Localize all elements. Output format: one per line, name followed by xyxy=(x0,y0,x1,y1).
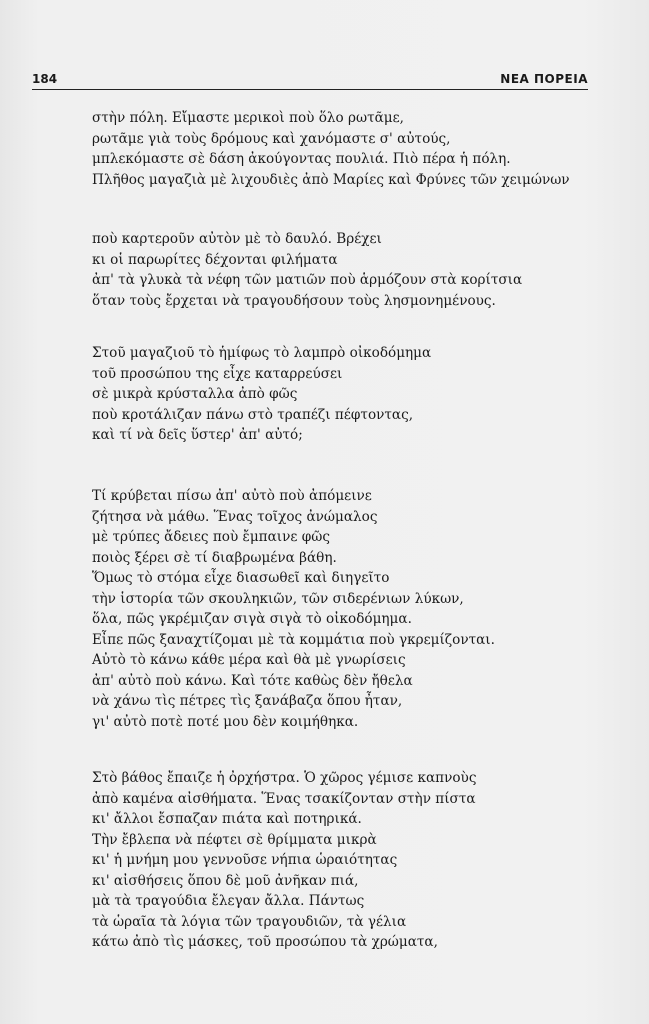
stanza xyxy=(92,768,476,953)
stanza xyxy=(92,229,522,311)
poem-line: Αὐτὸ τὸ κάνω κάθε μέρα καὶ θὰ μὲ γνωρίσεις xyxy=(92,652,406,668)
poem-line: τὴν ἱστορία τῶν σκουληκιῶν, τῶν σιδερένιων λύκων, xyxy=(92,590,464,607)
poem-line: μπλεκόμαστε σὲ δάση ἀκούγοντας πουλιά. Πιὸ πέρα ἡ πόλη. xyxy=(92,151,511,167)
stanza xyxy=(92,108,570,190)
poem-line: σὲ μικρὰ κρύσταλλα ἀπὸ φῶς xyxy=(92,386,298,402)
page-header xyxy=(32,70,588,90)
poem-line: κάτω ἀπὸ τὶς μάσκες, τοῦ προσώπου τὰ χρώματα, xyxy=(92,934,438,950)
poem-line: Εἶπε πῶς ξαναχτίζομαι μὲ τὰ κομμάτια ποὺ γκρεμίζονται. xyxy=(92,631,495,648)
poem-line: Τὴν ἔβλεπα νὰ πέφτει σὲ θρίμματα μικρὰ xyxy=(92,831,377,848)
poem-line: ποὺ κροτάλιζαν πάνω στὸ τραπέζι πέφτοντας, xyxy=(92,406,414,423)
poem-line: ἀπ' αὐτὸ ποὺ κάνω. Καὶ τότε καθὼς δὲν ἤθελα xyxy=(92,672,413,689)
poem-line: ἀπὸ καμένα αἰσθήματα. Ἕνας τσακίζονταν στὴν πίστα xyxy=(92,790,476,807)
poem-line: τὰ ὡραῖα τὰ λόγια τῶν τραγουδιῶν, τὰ γέλια xyxy=(92,913,407,930)
poem-line: ποιὸς ξέρει σὲ τί διαβρωμένα βάθη. xyxy=(92,549,337,566)
poem-line: γι' αὐτὸ ποτὲ ποτέ μου δὲν κοιμήθηκα. xyxy=(92,713,359,730)
poem-line: ὅταν τοὺς ἔρχεται νὰ τραγουδήσουν τοὺς λησμονημένους. xyxy=(92,292,496,309)
poem-line: Τί κρύβεται πίσω ἀπ' αὐτὸ ποὺ ἀπόμεινε xyxy=(92,488,372,504)
poem-line: καὶ τί νὰ δεῖς ὕστερ' ἀπ' αὐτό; xyxy=(92,427,303,443)
poem-line: ρωτᾶμε γιὰ τοὺς δρόμους καὶ χανόμαστε σ' αὐτούς, xyxy=(92,130,451,147)
poem-line: ζήτησα νὰ μάθω. Ἕνας τοῖχος ἀνώμαλος xyxy=(92,508,378,525)
poem-line: Στοῦ μαγαζιοῦ τὸ ἡμίφως τὸ λαμπρὸ οἰκοδόμημα xyxy=(92,345,432,361)
stanza xyxy=(92,343,431,446)
poem-line: ποὺ καρτεροῦν αὐτὸν μὲ τὸ δαυλό. Βρέχει xyxy=(92,231,382,247)
poem-line: ὅλα, πῶς γκρέμιζαν σιγὰ σιγὰ τὸ οἰκοδόμημα. xyxy=(92,611,412,627)
poem-line: ἀπ' τὰ γλυκὰ τὰ νέφη τῶν ματιῶν ποὺ ἁρμόζουν στὰ κορίτσια xyxy=(92,272,523,288)
poem-line: Πλῆθος μαγαζιὰ μὲ λιχουδιὲς ἀπὸ Μαρίες καὶ Φρύνες τῶν χειμώνων xyxy=(92,171,570,188)
poem-line: Στὸ βάθος ἔπαιζε ἡ ὀρχήστρα. Ὁ χῶρος γέμισε καπνοὺς xyxy=(92,770,477,786)
poem-line: νὰ χάνω τὶς πέτρες τὶς ξανάβαζα ὅπου ἦταν, xyxy=(92,693,403,709)
poem-line: κι' αἰσθήσεις ὅπου δὲ μοῦ ἀνῆκαν πιά, xyxy=(92,872,359,889)
poem-line: κι οἱ παρωρίτες δέχονται φιλήματα xyxy=(92,251,338,268)
stanza xyxy=(92,486,495,732)
poem-line: μὲ τρύπες ἄδειες ποὺ ἔμπαινε φῶς xyxy=(92,529,330,545)
running-title: ΝΕΑ ΠΟΡΕΙΑ xyxy=(500,72,588,86)
page-number: 184 xyxy=(32,72,58,86)
poem-line: κι' ἄλλοι ἔσπαζαν πιάτα καὶ ποτηρικά. xyxy=(92,811,362,827)
poem-line: στὴν πόλη. Εἴμαστε μερικοὶ ποὺ ὅλο ρωτᾶμε, xyxy=(92,110,404,126)
poem-line: τοῦ προσώπου της εἶχε καταρρεύσει xyxy=(92,365,343,382)
poem-line: κι' ἡ μνήμη μου γεννοῦσε νήπια ὡραιότητας xyxy=(92,852,398,868)
poem-line: μὰ τὰ τραγούδια ἔλεγαν ἄλλα. Πάντως xyxy=(92,893,365,909)
poem-line: Ὅμως τὸ στόμα εἶχε διασωθεῖ καὶ διηγεῖτο xyxy=(92,570,390,586)
header-rule xyxy=(32,89,588,90)
